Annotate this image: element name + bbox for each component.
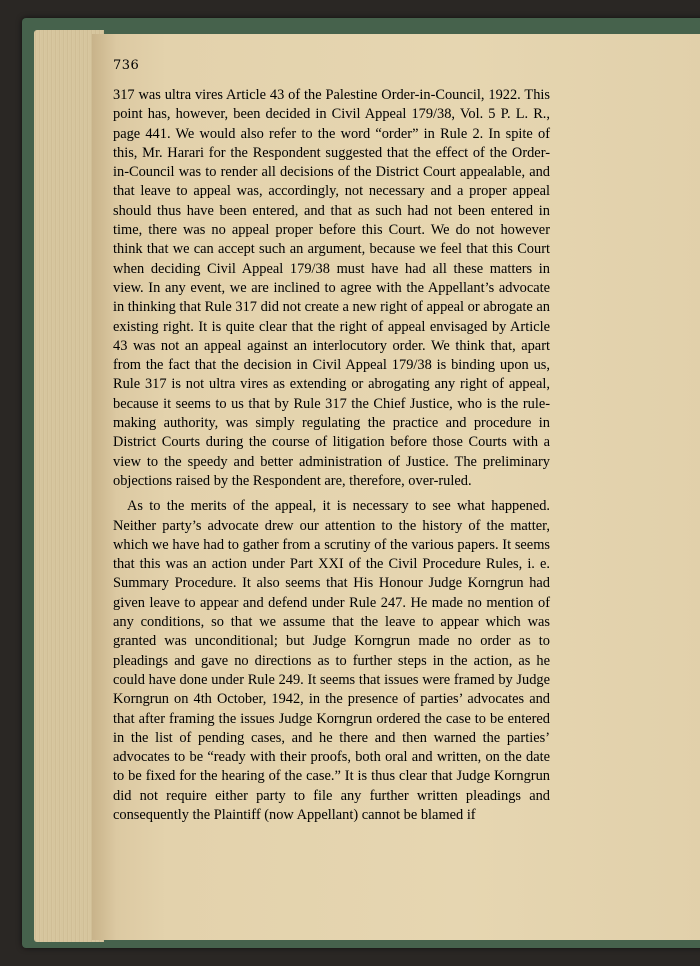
paragraph-2: As to the merits of the appeal, it is necessary to see what happened. Neither party’s advocate drew our attention to the history of the matter, which we have had to gather from a scrutiny of the various papers. It seems that this was an action under Part XXI of the Civil Procedure Rules, i. e. Summary Procedure. It also seems that His Honour Judge Korngrun had given leave to appear and defend under Rule 247. He made no mention of any conditions, so that we assume that the leave to appear which was granted was unconditional; but Judge Korngrun made no order as to pleadings and gave no directions as to further steps in the action, as he could have done under Rule 249. It seems that issues were framed by Judge Korngrun on 4th October, 1942, in the presence of parties’ advocates and that after framing the issues Judge Korngrun ordered the case to be entered in the list of pending cases, and he there and then warned the parties’ advocates to be “ready with their proofs, both oral and written, on the date to be fixed for the hearing of the case.” It is thus clear that Judge Korngrun did not require either party to file any further written pleadings and consequently the Plaintiff (now Appellant) cannot be blamed if — [113, 498, 550, 823]
paragraph-1: 317 was ultra vires Article 43 of the Palestine Order-in-Council, 1922. This point has, however, been decided in Civil Appeal 179/38, Vol. 5 P. L. R., page 441. We would also refer to the word “order” in Rule 2. In spite of this, Mr. Harari for the Respondent suggested that the effect of the Order-in-Council was to render all decisions of the District Court appealable, and that leave to appeal was, accordingly, not necessary and a proper appeal should thus have been entered, and that as such had not been entered in time, there was no appeal proper before this Court. We do not however think that we can accept such an argument, because we feel that this Court when deciding Civil Appeal 179/38 must have had all these matters in view. In any event, we are inclined to agree with the Appellant’s advocate in thinking that Rule 317 did not create a new right of appeal or abrogate an existing right. It is quite clear that the right of appeal envisaged by Article 43 was not an appeal against an interlocutory order. We think that, apart from the fact that the decision in Civil Appeal 179/38 is binding upon us, Rule 317 is not ultra vires as extending or abrogating any right of appeal, because it seems to us that by Rule 317 the Chief Justice, who is the rule-making authority, was simply regulating the practice and procedure in District Courts during the course of litigation before those Courts with a view to the speedy and better administration of Justice. The preliminary objections raised by the Respondent are, therefore, over-ruled. — [113, 87, 550, 489]
page-number: 736 — [113, 58, 140, 73]
page-body — [113, 86, 550, 825]
